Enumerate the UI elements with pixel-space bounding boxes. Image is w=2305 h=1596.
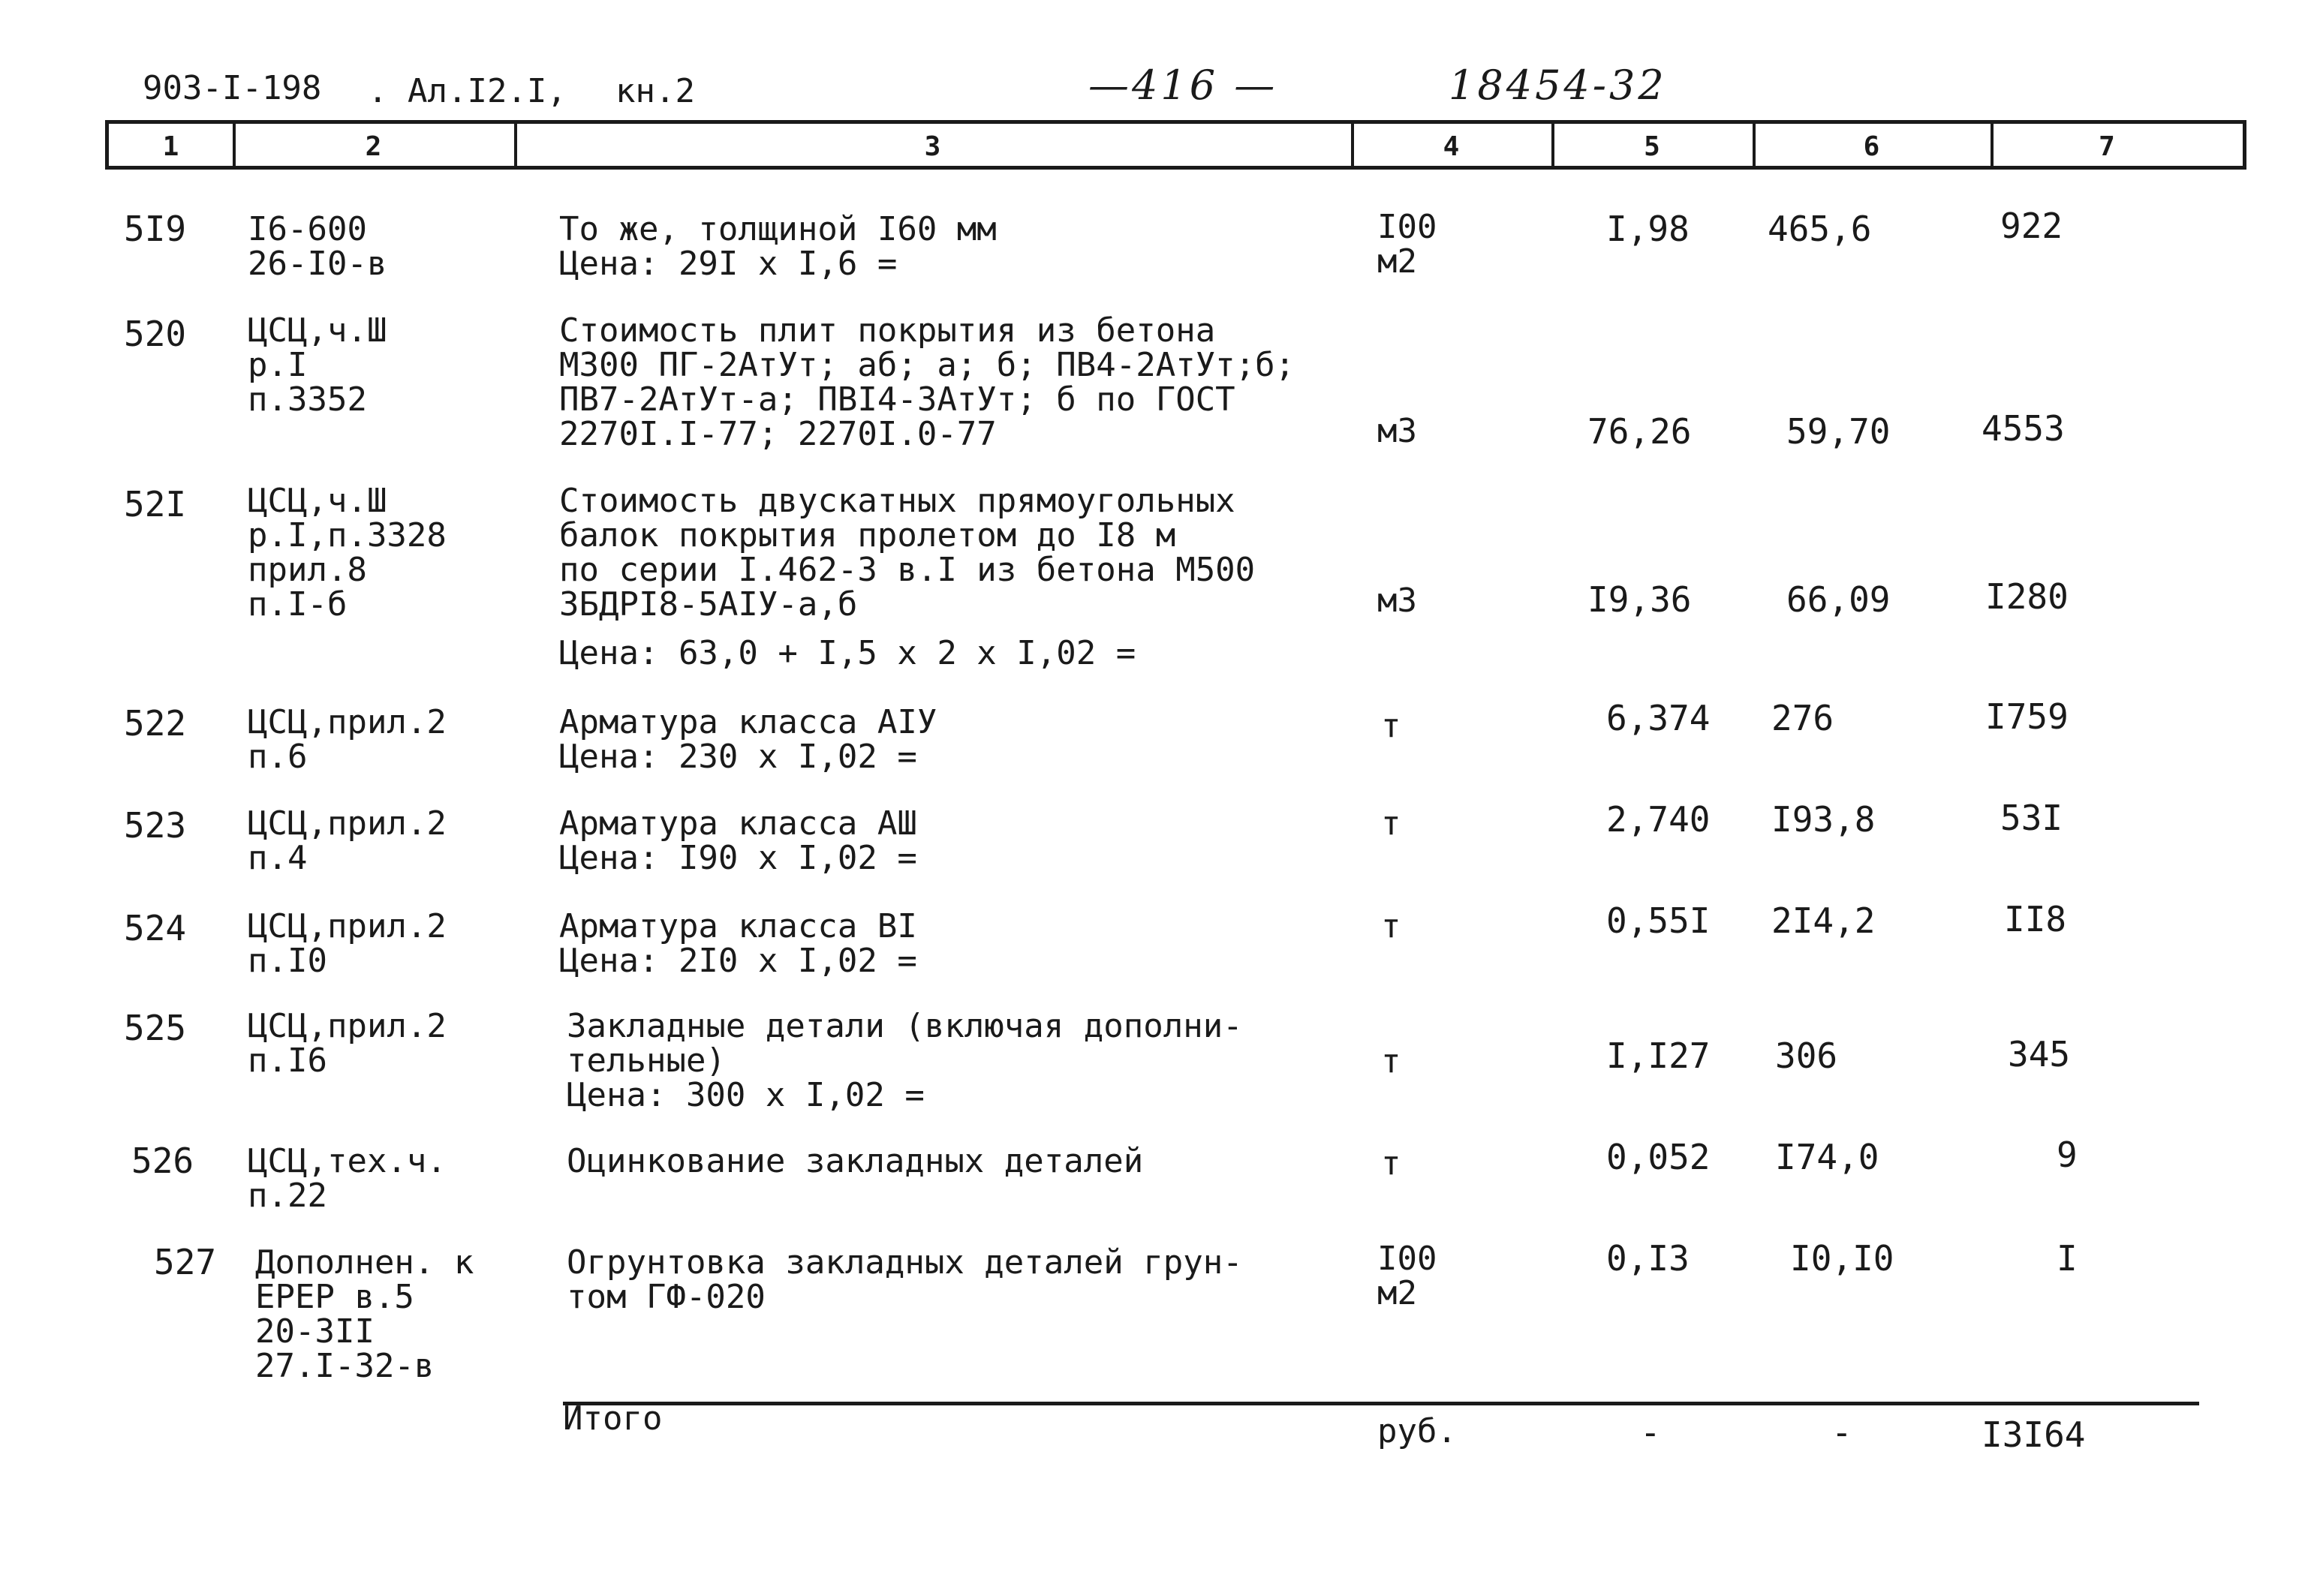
item-description: То же, толщиной I60 мм Цена: 29I x I,6 =: [559, 210, 997, 283]
item-description: Закладные детали (включая дополни- тельные) Цена: 300 x I,02 =: [567, 1007, 1243, 1114]
reference-code: ЦСЦ,прил.2 п.6: [248, 703, 447, 776]
quantity: 0,I3: [1606, 1238, 1690, 1279]
unit-price: I93,8: [1771, 799, 1876, 840]
total-cost: 922: [2000, 206, 2063, 246]
grand-total: I3I64: [1982, 1414, 2086, 1455]
unit: т: [1381, 804, 1401, 843]
column-number: 6: [1863, 131, 1880, 162]
quantity: I,I27: [1606, 1035, 1711, 1076]
book-reference: кн.2: [615, 72, 695, 110]
total-label: Итого: [563, 1399, 663, 1438]
unit: м3: [1377, 412, 1417, 450]
total-price-dash: -: [1831, 1412, 1852, 1453]
total-cost: 53I: [2000, 798, 2063, 838]
total-separator-line: [563, 1402, 2199, 1405]
total-quantity-dash: -: [1640, 1412, 1661, 1453]
quantity: 0,55I: [1606, 900, 1711, 941]
reference-code: I6-600 26-I0-в: [248, 210, 387, 283]
unit-price: I0,I0: [1790, 1238, 1894, 1279]
unit-price: 2I4,2: [1771, 900, 1876, 941]
quantity: I9,36: [1587, 579, 1692, 620]
column-number: 7: [2099, 131, 2115, 162]
page-number: —416 —: [1088, 62, 1278, 109]
quantity: 0,052: [1606, 1137, 1711, 1177]
row-number: 526: [131, 1141, 194, 1181]
price-formula: Цена: 63,0 + I,5 x 2 x I,02 =: [559, 634, 1136, 672]
album-reference: . Ал.I2.I,: [368, 72, 567, 110]
unit: т: [1381, 1144, 1401, 1183]
total-cost: 4553: [1982, 408, 2065, 449]
reference-code: ЦСЦ,прил.2 п.I6: [248, 1007, 447, 1080]
reference-code: ЦСЦ,тех.ч. п.22: [248, 1142, 447, 1215]
reference-code: Дополнен. к ЕРЕР в.5 20-3II 27.I-32-в: [255, 1243, 474, 1385]
total-unit: руб.: [1377, 1412, 1457, 1450]
item-description: Арматура класса АIУ Цена: 230 x I,02 =: [559, 703, 937, 776]
unit: т: [1381, 907, 1401, 945]
unit-price: 276: [1771, 698, 1834, 738]
item-description: Арматура класса АШ Цена: I90 x I,02 =: [559, 804, 917, 877]
inventory-number: 18454-32: [1449, 62, 1667, 109]
reference-code: ЦСЦ,прил.2 п.4: [248, 804, 447, 877]
unit: I00 м2: [1377, 1240, 1437, 1312]
column-number: 5: [1644, 131, 1660, 162]
reference-code: ЦСЦ,ч.Ш р.I,п.3328 прил.8 п.I-б: [248, 482, 447, 624]
unit-price: I74,0: [1775, 1137, 1879, 1177]
unit-price: 59,70: [1786, 411, 1891, 452]
unit: I00 м2: [1377, 208, 1437, 281]
row-number: 525: [124, 1008, 187, 1048]
unit: т: [1381, 1042, 1401, 1081]
row-number: 527: [154, 1242, 217, 1282]
quantity: 76,26: [1587, 411, 1692, 452]
column-number: 4: [1443, 131, 1460, 162]
row-number: 522: [124, 703, 187, 744]
item-description: Стоимость двускатных прямоугольных балок покрытия пролетом до I8 м по серии I.462-3 в.I из бетона М500 3БДРI8-5АIУ-а,б: [559, 482, 1256, 624]
column-number: 1: [162, 131, 179, 162]
column-number: 2: [365, 131, 382, 162]
total-cost: 9: [2057, 1135, 2078, 1175]
item-description: Арматура класса ВI Цена: 2I0 x I,02 =: [559, 907, 917, 980]
quantity: 2,740: [1606, 799, 1711, 840]
row-number: 52I: [124, 484, 187, 524]
total-cost: II8: [2004, 899, 2067, 939]
unit-price: 465,6: [1768, 209, 1872, 249]
unit: м3: [1377, 582, 1417, 620]
reference-code: ЦСЦ,ч.Ш р.I п.3352: [248, 311, 387, 419]
reference-code: ЦСЦ,прил.2 п.I0: [248, 907, 447, 980]
item-description: Огрунтовка закладных деталей грун- том ГФ-020: [567, 1243, 1243, 1316]
item-description: Стоимость плит покрытия из бетона М300 ПГ-2АтУт; аб; а; б; ПВ4-2АтУт;б; ПВ7-2АтУт-а; ПВI4-3АтУт; б по ГОСТ 2270I.I-77; 2270I.0-77: [559, 311, 1295, 453]
row-number: 520: [124, 314, 187, 354]
row-number: 5I9: [124, 209, 187, 249]
total-cost: I759: [1985, 696, 2069, 737]
column-number: 3: [924, 131, 941, 162]
column-header-table: [105, 120, 2246, 170]
total-cost: I: [2057, 1238, 2078, 1279]
unit: т: [1381, 707, 1401, 745]
item-description: Оцинкование закладных деталей: [567, 1142, 1144, 1180]
row-number: 523: [124, 805, 187, 846]
unit-price: 306: [1775, 1035, 1838, 1076]
row-number: 524: [124, 908, 187, 948]
document-code: 903-I-198: [143, 69, 322, 107]
total-cost: I280: [1985, 576, 2069, 617]
quantity: I,98: [1606, 209, 1690, 249]
total-cost: 345: [2008, 1034, 2071, 1075]
quantity: 6,374: [1606, 698, 1711, 738]
unit-price: 66,09: [1786, 579, 1891, 620]
